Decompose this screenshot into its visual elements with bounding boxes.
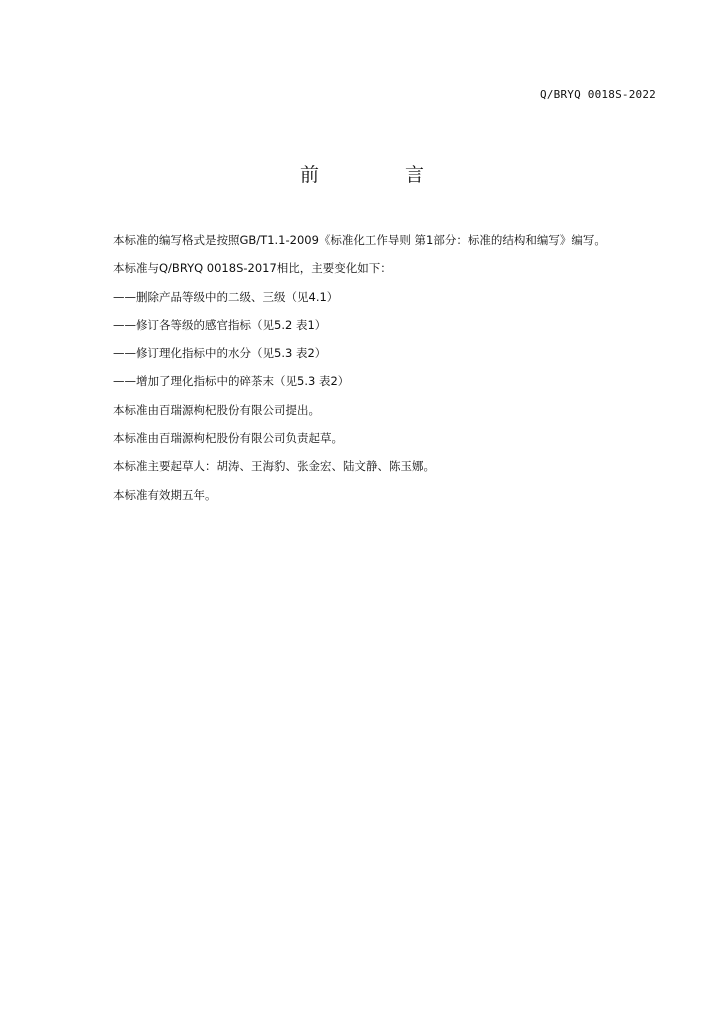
change-item: ——修订各等级的感官指标（见5.2 表1） (113, 317, 327, 332)
paragraph-proposer: 本标准由百瑞源枸杞股份有限公司提出。 (113, 402, 320, 417)
paragraph-drafters: 本标准主要起草人：胡涛、王海豹、张金宏、陆文静、陈玉娜。 (113, 459, 435, 474)
foreword-body (113, 226, 663, 509)
change-item: ——增加了理化指标中的碎茶末（见5.3 表2） (113, 374, 350, 389)
standard-code: Q/BRYQ 0018S-2022 (540, 88, 656, 101)
change-item: ——删除产品等级中的二级、三级（见4.1） (113, 289, 339, 304)
paragraph-validity: 本标准有效期五年。 (113, 487, 217, 502)
page-title: 前 言 (299, 164, 465, 186)
change-item: ——修订理化指标中的水分（见5.3 表2） (113, 346, 327, 361)
paragraph-format-basis: 本标准的编写格式是按照GB/T1.1-2009《标准化工作导则 第1部分：标准的结构和编写》编写。 (113, 233, 606, 247)
paragraph-changes-intro: 本标准与Q/BRYQ 0018S-2017相比，主要变化如下： (113, 261, 392, 276)
paragraph-drafting-unit: 本标准由百瑞源枸杞股份有限公司负责起草。 (113, 431, 343, 446)
